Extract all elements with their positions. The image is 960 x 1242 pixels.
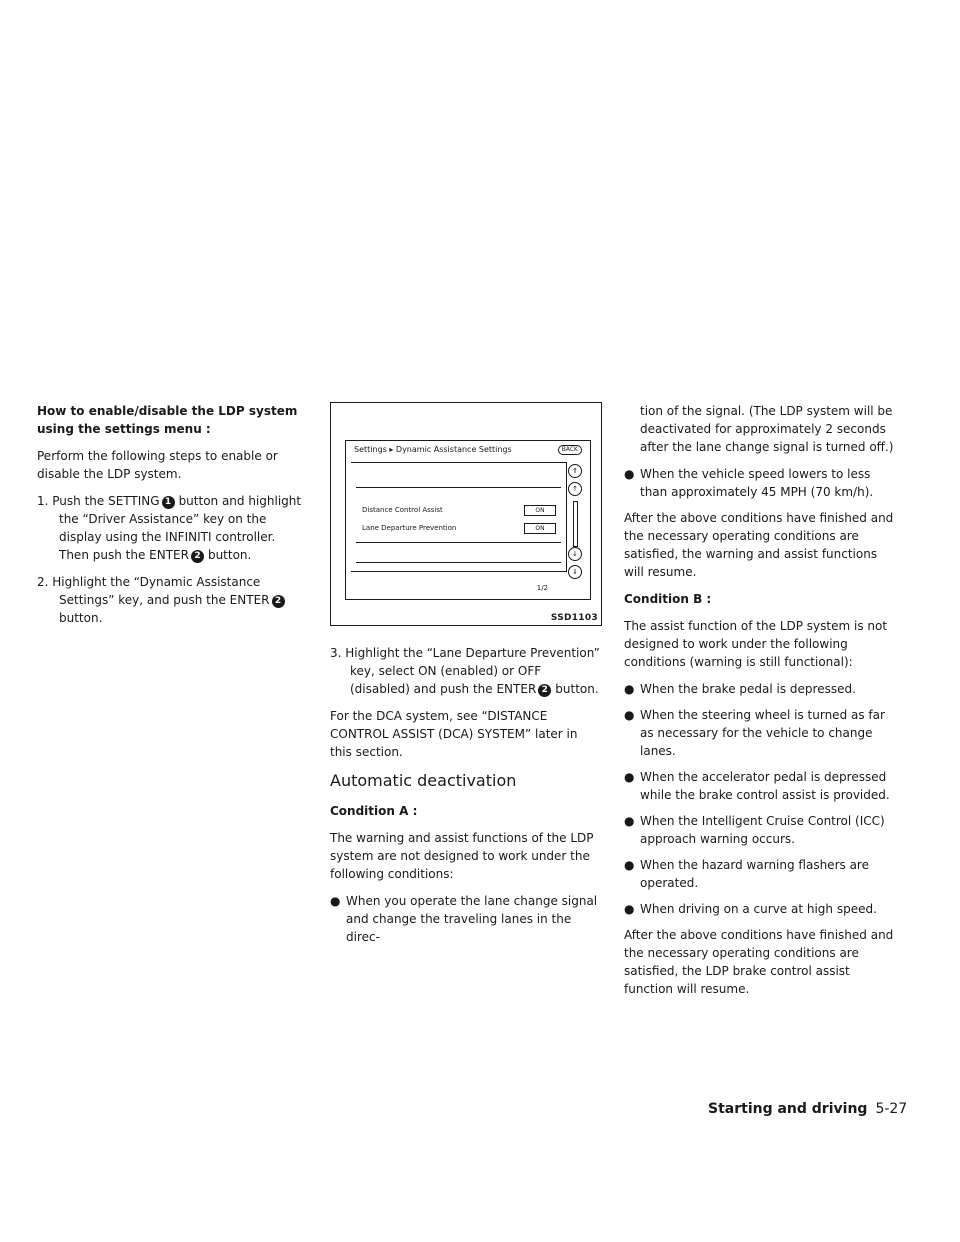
step-text: Highlight the “Dynamic Assistance Settings” key, and push the ENTER: [52, 575, 270, 607]
back-button: BACK: [558, 445, 582, 455]
condition-b-heading: Condition B :: [624, 592, 712, 606]
step-2: [37, 573, 307, 627]
bullet-icon: ●: [330, 894, 341, 908]
step-text: button.: [207, 548, 252, 562]
list-item-distance-control: Distance Control Assist: [362, 506, 443, 514]
step-text: button and highlight the “Driver Assistance” key on the display using the INFINITI controller. Then push the ENTER: [59, 494, 302, 562]
condition-b-text: The assist function of the LDP system is not designed to work under the following conditions (warning is still functional):: [624, 619, 888, 669]
condition-a-text: The warning and assist functions of the LDP system are not designed to work under the following conditions:: [330, 831, 594, 881]
bullet-text: When the brake pedal is depressed.: [640, 682, 856, 696]
column-1: [37, 402, 307, 636]
callout-2-icon: 2: [538, 684, 551, 697]
page-indicator: 1/2: [536, 584, 548, 592]
intro-paragraph: Perform the following steps to enable or disable the LDP system.: [37, 449, 278, 481]
bullet-text: When the accelerator pedal is depressed while the brake control assist is provided.: [640, 770, 890, 802]
column-2: [330, 402, 602, 954]
list-divider: [356, 561, 561, 563]
scroll-down-icon: ↓: [568, 547, 582, 561]
dca-note: For the DCA system, see “DISTANCE CONTROL ASSIST (DCA) SYSTEM” later in this section.: [330, 709, 578, 759]
callout-2-icon: 2: [191, 550, 204, 563]
step-text: Highlight the “Lane Departure Prevention” key, select ON (enabled) or OFF (disabled) and push the ENTER: [345, 646, 600, 696]
step-1: [37, 492, 307, 564]
resume-paragraph-b: After the above conditions have finished and the necessary operating conditions are satisfied, the LDP brake control assist function will resume.: [624, 928, 894, 996]
page-number: 5-27: [875, 1101, 908, 1117]
bullet-text: When you operate the lane change signal and change the traveling lanes in the direc-: [346, 894, 598, 944]
bullet-text: When driving on a curve at high speed.: [640, 902, 877, 916]
resume-paragraph-a: After the above conditions have finished and the necessary operating conditions are satisfied, the warning and assist functions will resume.: [624, 511, 894, 579]
step-text: Push the SETTING: [52, 494, 160, 508]
step-3: [330, 644, 602, 698]
callout-2-icon: 2: [272, 595, 285, 608]
footer-section: Starting and driving: [708, 1101, 868, 1117]
bullet-icon: ●: [624, 814, 635, 828]
callout-1-icon: 1: [162, 496, 175, 509]
page-footer: [708, 1100, 907, 1118]
procedure-heading: How to enable/disable the LDP system using the settings menu :: [37, 404, 298, 436]
bullet-icon: ●: [624, 902, 635, 916]
bullet-icon: ●: [624, 682, 635, 696]
settings-list-panel: [351, 462, 567, 572]
scroll-bottom-icon: ⇓: [568, 565, 582, 579]
bullet-text: When the hazard warning flashers are operated.: [640, 858, 869, 890]
list-divider: [356, 486, 561, 488]
bullet-text: When the Intelligent Cruise Control (ICC) approach warning occurs.: [640, 814, 885, 846]
screen-breadcrumb: Settings ▸ Dynamic Assistance Settings: [354, 445, 512, 454]
toggle-on-badge: ON: [524, 505, 556, 516]
bullet-item: [624, 706, 894, 760]
condition-a-heading: Condition A :: [330, 804, 418, 818]
scroll-top-icon: ⇑: [568, 464, 582, 478]
step-text: button.: [59, 611, 103, 625]
bullet-item: [624, 812, 894, 848]
bullet-text: When the vehicle speed lowers to less than approximately 45 MPH (70 km/h).: [640, 467, 874, 499]
figure-code: SSD1103: [550, 613, 598, 623]
bullet-icon: ●: [624, 770, 635, 784]
bullet-icon: ●: [624, 467, 635, 481]
bullet-item: [624, 680, 894, 698]
list-item-lane-departure: Lane Departure Prevention: [362, 524, 457, 532]
bullet-item: [624, 768, 894, 804]
step-number: 1.: [37, 494, 49, 508]
bullet-item: [624, 465, 894, 501]
toggle-on-badge: ON: [524, 523, 556, 534]
step-text: button.: [555, 682, 599, 696]
section-title: Automatic deactivation: [330, 771, 517, 790]
list-divider: [356, 541, 561, 543]
bullet-icon: ●: [624, 708, 635, 722]
column-3: [624, 402, 894, 1007]
bullet-text: When the steering wheel is turned as far as necessary for the vehicle to change lanes.: [640, 708, 885, 758]
settings-screen-figure: [330, 402, 602, 626]
bullet-continuation: tion of the signal. (The LDP system will be deactivated for approximately 2 seconds after the lane change signal is turned off.): [640, 404, 894, 454]
scroll-up-icon: ↑: [568, 482, 582, 496]
bullet-icon: ●: [624, 858, 635, 872]
scrollbar: [573, 501, 578, 547]
step-number: 3.: [330, 646, 342, 660]
step-number: 2.: [37, 575, 49, 589]
bullet-item: [624, 856, 894, 892]
display-screen: [345, 440, 591, 600]
bullet-item: [330, 892, 602, 946]
bullet-item: [624, 900, 894, 918]
